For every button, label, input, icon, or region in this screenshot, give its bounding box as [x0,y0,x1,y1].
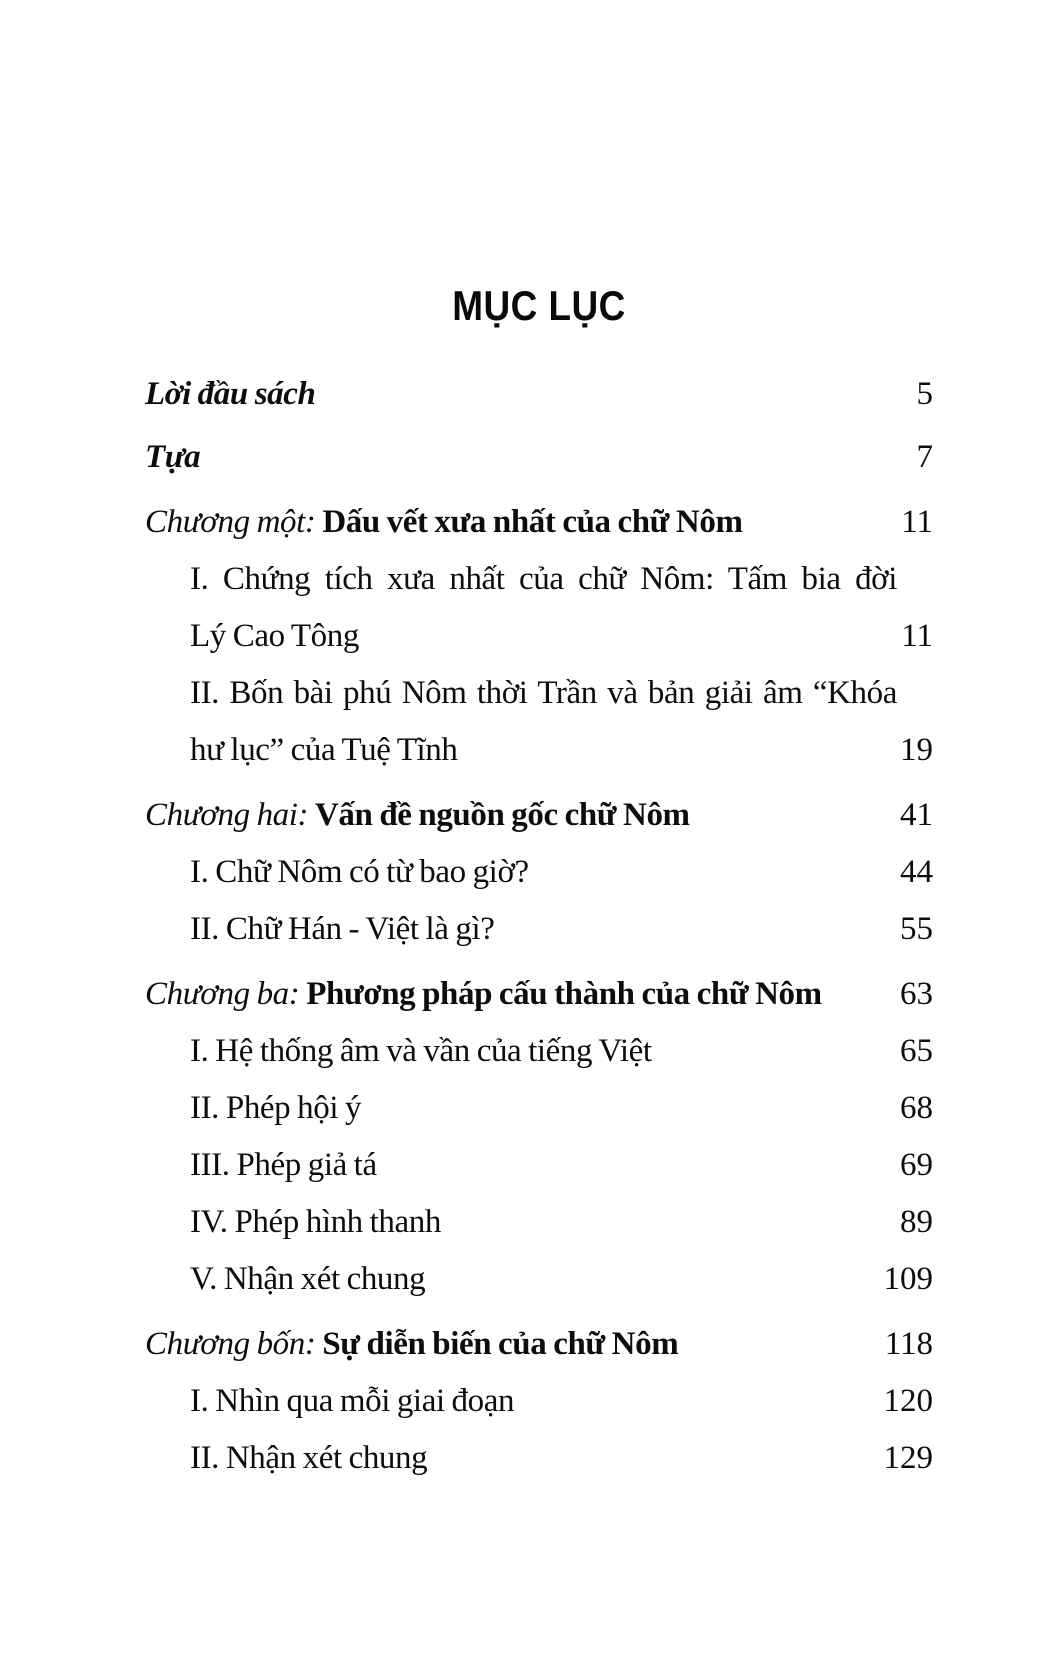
toc-page-number: 5 [916,376,933,412]
toc-entry [145,844,933,901]
toc-page-number: 65 [900,1033,933,1069]
toc-entry-title: Lời đầu sách [145,376,316,412]
toc-page-number: 89 [900,1204,933,1240]
chapter-prefix: Chương ba: [145,976,307,1012]
toc-entry [145,665,933,779]
toc-page-number: 7 [916,439,933,475]
toc-entry [145,966,933,1023]
toc-entry-title: I. Hệ thống âm và vần của tiếng Việt [190,1033,652,1069]
toc-entry [145,494,933,551]
page-title: MỤC LỤC [452,282,626,329]
toc-entry [145,1023,933,1080]
chapter-prefix: Chương một: [145,504,323,540]
toc-page-number: 63 [900,976,933,1012]
toc-entry-line: II. Bốn bài phú Nôm thời Trần và bản giải âm “Khóa [190,675,897,711]
toc-entry [145,901,933,958]
toc-entry [145,429,933,486]
toc-page-number: 69 [900,1147,933,1183]
toc-entry-line: Lý Cao Tông [190,618,359,654]
toc-entry-title: V. Nhận xét chung [190,1261,426,1297]
toc-entry-title: I. Chữ Nôm có từ bao giờ? [190,854,529,890]
toc-page-number: 55 [900,911,933,947]
toc-entry-title: II. Nhận xét chung [190,1440,428,1476]
toc-page-number: 109 [883,1261,933,1297]
toc-entry-title: IV. Phép hình thanh [190,1204,441,1240]
toc-page-number: 68 [900,1090,933,1126]
toc-entry [145,1430,933,1487]
toc-page-number: 129 [883,1440,933,1476]
toc-entry-title: I. Nhìn qua mỗi giai đoạn [190,1383,515,1419]
chapter-title: Vấn đề nguồn gốc chữ Nôm [314,797,690,833]
toc-page-number: 11 [901,618,933,654]
toc-entry-title: II. Chữ Hán - Việt là gì? [190,911,495,947]
chapter-prefix: Chương hai: [145,797,315,833]
toc-entry-line: I. Chứng tích xưa nhất của chữ Nôm: Tấm bia đời [190,561,897,597]
toc-page-number: 41 [900,797,933,833]
toc-page-number: 44 [900,854,933,890]
toc-entry [145,1194,933,1251]
chapter-title: Phương pháp cấu thành của chữ Nôm [306,976,822,1012]
toc-entry [145,1316,933,1373]
chapter-title: Dấu vết xưa nhất của chữ Nôm [322,504,743,540]
toc-page-number: 120 [883,1383,933,1419]
chapter-prefix: Chương bốn: [145,1326,323,1362]
toc-entry [145,1373,933,1430]
toc-entry-line: hư lục” của Tuệ Tĩnh [190,732,458,768]
toc-entry [145,366,933,423]
toc-page-number: 118 [884,1326,933,1362]
toc-entry [145,1080,933,1137]
toc-entry-title: II. Phép hội ý [190,1090,362,1126]
toc-entry [145,1137,933,1194]
toc-entry [145,551,933,665]
toc-entry [145,787,933,844]
toc-entry-title: Tựa [145,439,201,475]
chapter-title: Sự diễn biến của chữ Nôm [322,1326,679,1362]
toc-page-number: 11 [901,504,933,540]
table-of-contents [145,366,933,1487]
toc-page-number: 19 [900,732,933,768]
toc-entry [145,1251,933,1308]
toc-entry-title: III. Phép giả tá [190,1147,377,1183]
